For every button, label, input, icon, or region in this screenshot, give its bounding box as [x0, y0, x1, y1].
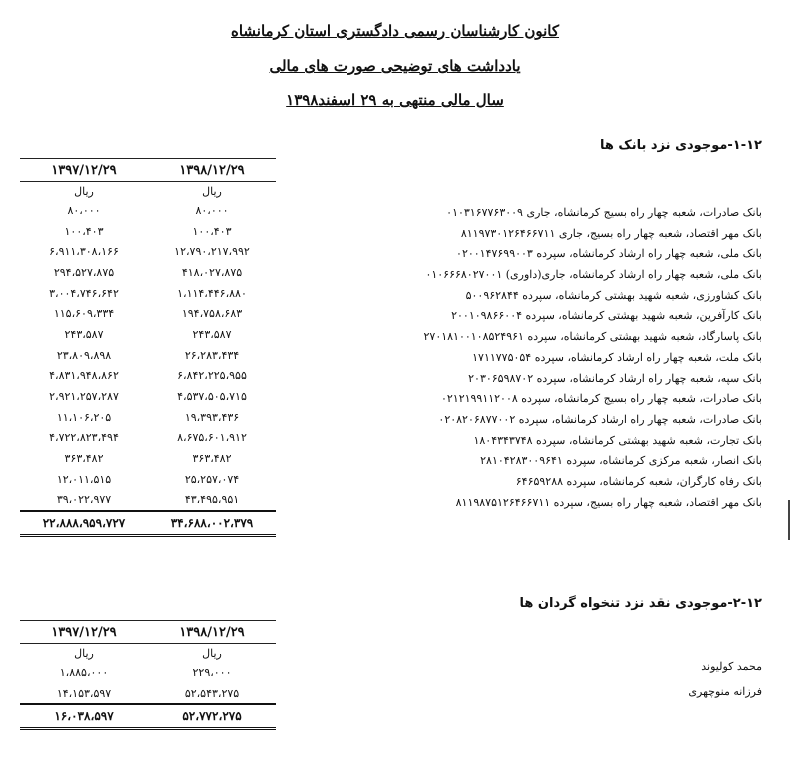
bank-account-description: بانک کشاورزی، شعبه شهید بهشتی کرمانشاه، سپرده ۵۰۰۹۶۲۸۴۴ — [465, 288, 762, 302]
bank-account-description: بانک صادرات، شعبه چهار راه بسیج کرمانشاه، جاری ۰۱۰۳۱۶۷۷۶۳۰۰۹ — [446, 206, 762, 219]
section1-table — [20, 158, 276, 537]
total-1398: ۳۴،۶۸۸،۰۰۲،۳۷۹ — [148, 511, 276, 536]
section2-total-row — [20, 704, 276, 729]
value-1398: ۲۲۹،۰۰۰ — [192, 665, 232, 679]
section2-header-row — [20, 621, 276, 644]
value-1397: ۱۱،۱۰۶،۲۰۵ — [56, 410, 112, 424]
bank-account-description: بانک صادرات، شعبه چهار راه بسیج کرمانشاه، سپرده ۰۲۱۲۱۹۹۱۱۲۰۰۸ — [440, 392, 762, 406]
value-1398: ۱۲،۷۹۰،۲۱۷،۹۹۲ — [174, 245, 250, 259]
table-row — [20, 200, 276, 221]
bank-account-description: بانک رفاه کارگران، شعبه کرمانشاه، سپرده ۶۴۶۵۹۲۸۸ — [515, 474, 762, 488]
value-1398: ۱۹،۳۹۳،۴۳۶ — [184, 410, 240, 424]
bank-account-description: بانک ملی، شعبه چهار راه ارشاد کرمانشاه، سپرده ۰۲۰۰۱۴۷۶۹۹۰۰۳ — [456, 247, 762, 261]
value-1398: ۸،۶۷۵،۶۰۱،۹۱۲ — [177, 431, 247, 445]
table-row — [20, 303, 276, 324]
signatory-1: محمد کولیوند — [701, 660, 762, 673]
table-row — [20, 407, 276, 428]
bank-account-description: بانک تجارت، شعبه شهید بهشتی کرمانشاه، سپرده ۱۸۰۴۳۴۳۷۴۸ — [473, 433, 762, 447]
table-row — [20, 428, 276, 449]
section2-table — [20, 620, 276, 730]
value-1398: ۴،۵۳۷،۵۰۵،۷۱۵ — [177, 390, 247, 404]
section1-total-row — [20, 511, 276, 536]
total-1397: ۲۲،۸۸۸،۹۵۹،۷۲۷ — [20, 511, 148, 536]
signatory-2: فرزانه منوچهری — [688, 685, 762, 698]
value-1398: ۶،۸۴۲،۲۲۵،۹۵۵ — [177, 369, 247, 383]
col-header-1398: ۱۳۹۸/۱۲/۲۹ — [148, 621, 276, 644]
section1-heading: ۱-۱۲-موجودی نزد بانک ها — [600, 138, 762, 153]
value-1397: ۱،۸۸۵،۰۰۰ — [59, 665, 109, 679]
value-1398: ۲۴۳،۵۸۷ — [192, 327, 232, 341]
value-1398: ۴۱۸،۰۲۷،۸۷۵ — [181, 265, 243, 279]
value-1397: ۲۳،۸۰۹،۸۹۸ — [56, 348, 112, 362]
value-1397: ۲۹۴،۵۲۷،۸۷۵ — [53, 265, 115, 279]
table-row — [20, 324, 276, 345]
value-1398: ۲۶،۲۸۳،۴۳۴ — [184, 348, 240, 362]
unit-label-1398: ریال — [202, 184, 222, 198]
bank-account-description: بانک صادرات، شعبه چهار راه ارشاد کرمانشاه، سپرده ۰۲۰۸۲۰۶۸۷۷۰۰۲ — [438, 412, 762, 426]
scan-edge-mark — [788, 500, 790, 540]
unit-label-1398: ریال — [202, 646, 222, 660]
value-1398: ۱،۱۱۴،۴۴۶،۸۸۰ — [177, 286, 247, 300]
unit-label-1397: ریال — [74, 646, 94, 660]
table-row — [20, 262, 276, 283]
section1-descriptions — [424, 203, 763, 513]
table-row — [20, 221, 276, 242]
header-period-title: سال مالی منتهی به ۲۹ اسفند۱۳۹۸ — [286, 91, 504, 109]
header-notes-title: یادداشت های توضیحی صورت های مالی — [269, 57, 521, 75]
col-header-1397: ۱۳۹۷/۱۲/۲۹ — [20, 621, 148, 644]
section1-header-row — [20, 159, 276, 182]
value-1398: ۱۰۰،۴۰۳ — [192, 224, 232, 238]
value-1398: ۲۵،۲۵۷،۰۷۴ — [184, 472, 240, 486]
unit-label-1397: ریال — [74, 184, 94, 198]
value-1397: ۲،۹۲۱،۲۵۷،۲۸۷ — [49, 390, 119, 404]
bank-account-description: بانک سپه، شعبه چهار راه ارشاد کرمانشاه، سپرده ۲۰۳۰۶۵۹۸۷۰۲ — [468, 371, 762, 385]
section2-unit-row — [20, 644, 276, 663]
table-row — [20, 490, 276, 512]
value-1397: ۶،۹۱۱،۳۰۸،۱۶۶ — [49, 245, 119, 259]
header-org-title: کانون کارشناسان رسمی دادگستری استان کرمانشاه — [231, 22, 559, 40]
bank-account-description: بانک پاسارگاد، شعبه شهید بهشتی کرمانشاه، سپرده ۲۷۰۱۸۱۰۰۱۰۸۵۲۴۹۶۱ — [423, 330, 762, 344]
value-1397: ۳،۰۰۴،۷۴۶،۶۴۲ — [49, 286, 119, 300]
value-1397: ۱۰۰،۴۰۳ — [64, 224, 104, 238]
table-row — [20, 283, 276, 304]
bank-account-description: بانک ملی، شعبه چهار راه ارشاد کرمانشاه، جاری(داوری) ۰۱۰۶۶۶۸۰۲۷۰۰۱ — [425, 268, 762, 282]
bank-account-description: بانک مهر اقتصاد، شعبه چهار راه بسیج، جاری ۸۱۱۹۷۳۰۱۲۶۴۶۶۷۱۱ — [460, 226, 762, 240]
table-row — [20, 241, 276, 262]
table-row — [20, 683, 276, 705]
table-row — [20, 345, 276, 366]
value-1398: ۸۰،۰۰۰ — [195, 203, 229, 217]
table-row — [20, 386, 276, 407]
bank-account-description: بانک انصار، شعبه مرکزی کرمانشاه، سپرده ۲۸۱۰۴۲۸۳۰۰۹۶۴۱ — [480, 454, 762, 468]
value-1398: ۳۶۳،۴۸۲ — [192, 452, 232, 466]
value-1397: ۱۱۵،۶۰۹،۳۳۴ — [53, 307, 115, 321]
value-1397: ۴،۷۲۲،۸۲۳،۴۹۴ — [49, 431, 119, 445]
table-row — [20, 366, 276, 387]
col-header-1398: ۱۳۹۸/۱۲/۲۹ — [148, 159, 276, 182]
value-1397: ۴،۸۳۱،۹۴۸،۸۶۲ — [49, 369, 119, 383]
value-1397: ۲۴۳،۵۸۷ — [64, 327, 104, 341]
value-1398: ۱۹۴،۷۵۸،۶۸۳ — [181, 307, 243, 321]
table-row — [20, 662, 276, 683]
total-1397: ۱۶،۰۳۸،۵۹۷ — [20, 704, 148, 729]
table-row — [20, 448, 276, 469]
bank-account-description: بانک مهر اقتصاد، شعبه چهار راه بسیج، سپرده ۸۱۱۹۸۷۵۱۲۶۴۶۶۷۱۱ — [455, 495, 762, 509]
table-row — [20, 469, 276, 490]
value-1397: ۱۴،۱۵۳،۵۹۷ — [56, 686, 112, 700]
value-1397: ۸۰،۰۰۰ — [67, 203, 101, 217]
section1-unit-row — [20, 182, 276, 201]
value-1397: ۳۶۳،۴۸۲ — [64, 452, 104, 466]
bank-account-description: بانک ملت، شعبه چهار راه ارشاد کرمانشاه، سپرده ۱۷۱۱۷۷۵۰۵۴ — [472, 350, 762, 364]
section2-heading: ۲-۱۲-موجودی نقد نزد تنخواه گردان ها — [519, 596, 762, 611]
col-header-1397: ۱۳۹۷/۱۲/۲۹ — [20, 159, 148, 182]
value-1398: ۴۳،۴۹۵،۹۵۱ — [184, 493, 240, 507]
total-1398: ۵۲،۷۷۲،۲۷۵ — [148, 704, 276, 729]
value-1397: ۳۹،۰۲۲،۹۷۷ — [56, 493, 112, 507]
bank-account-description: بانک کارآفرین، شعبه شهید بهشتی کرمانشاه، سپرده ۲۰۰۱۰۹۸۶۶۰۰۴ — [451, 309, 762, 323]
value-1397: ۱۲،۰۱۱،۵۱۵ — [56, 472, 112, 486]
value-1398: ۵۲،۵۴۳،۲۷۵ — [184, 686, 240, 700]
